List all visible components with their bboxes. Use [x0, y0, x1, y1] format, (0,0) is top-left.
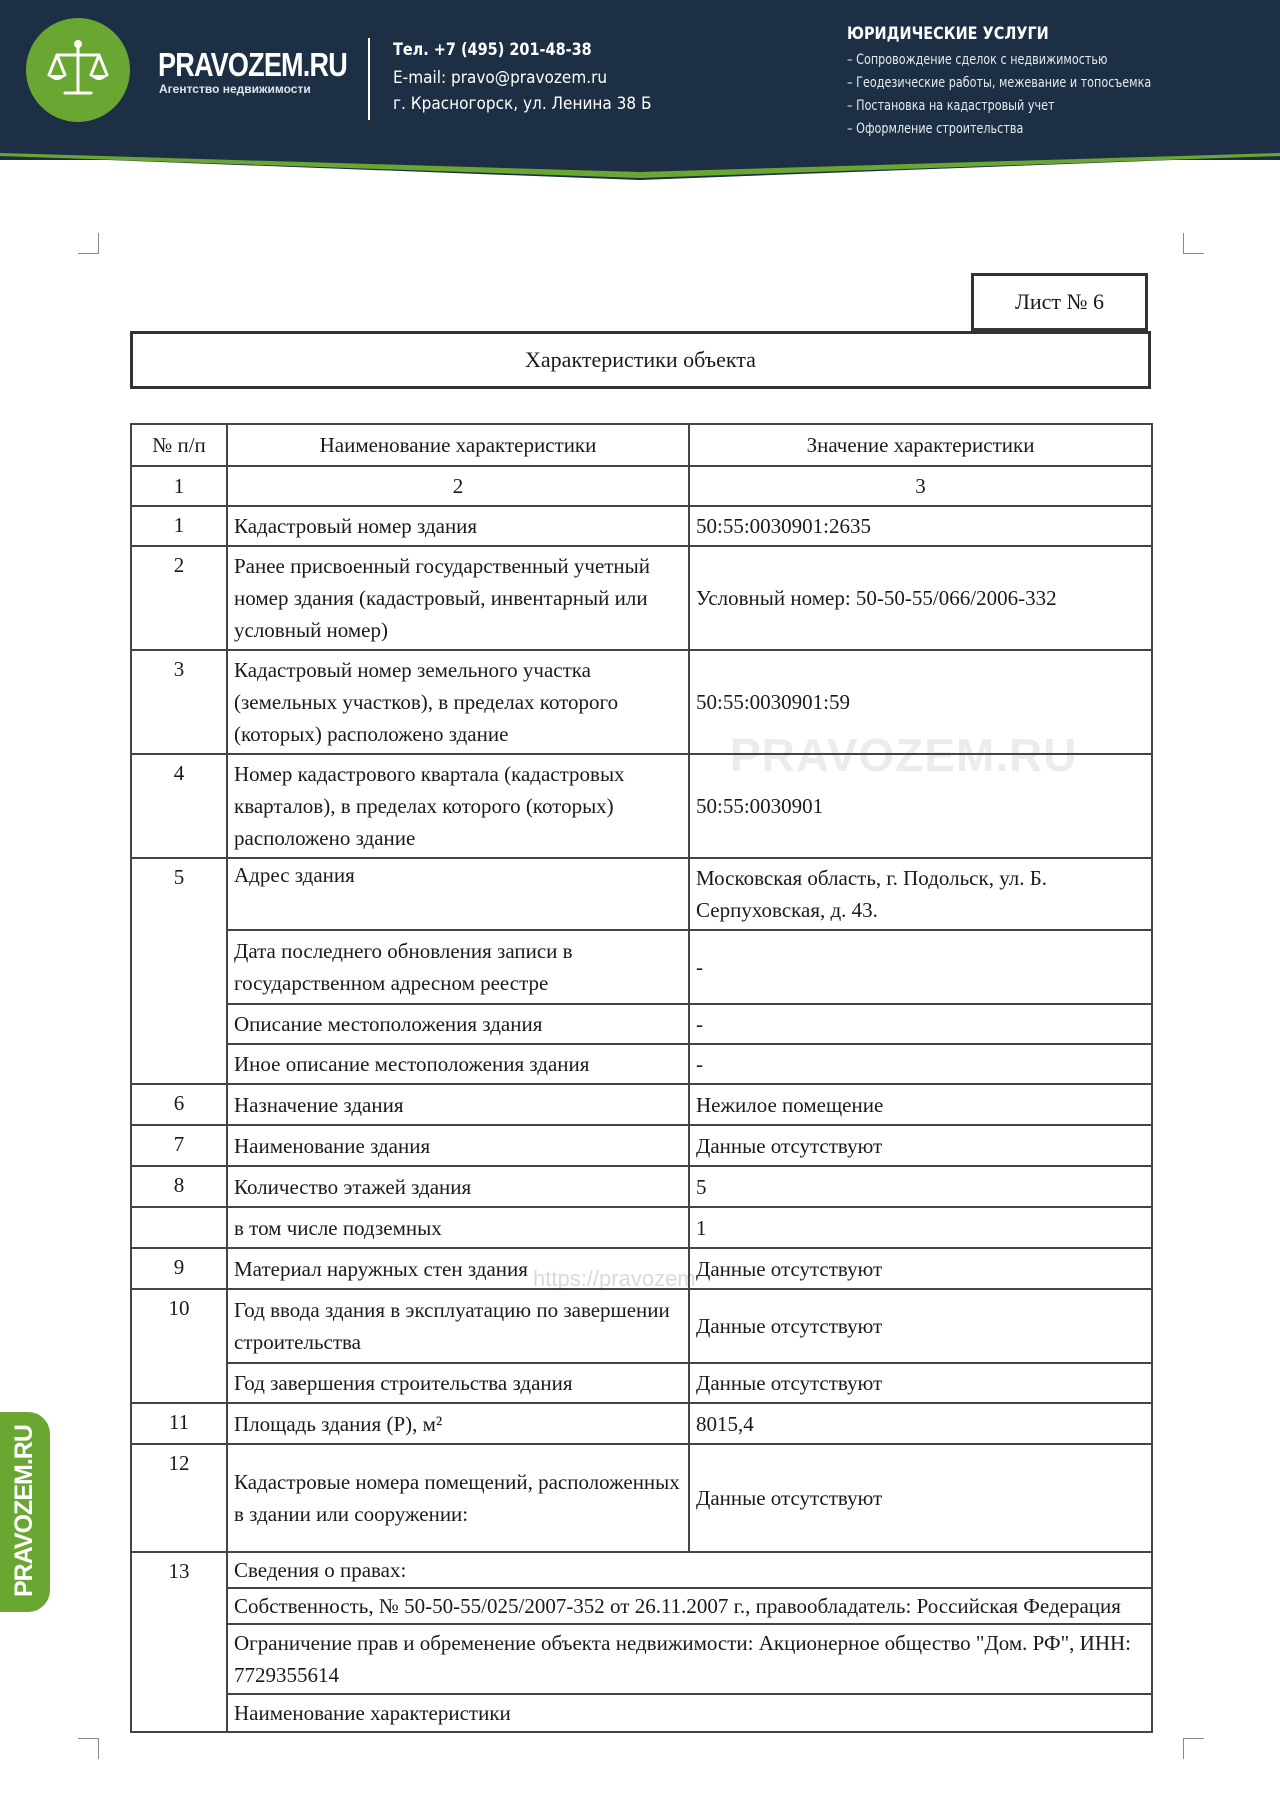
- characteristic-value: Московская область, г. Подольск, ул. Б. Серпуховская, д. 43.: [689, 858, 1152, 930]
- table-row: [131, 1125, 1152, 1166]
- column-header: Значение характеристики: [689, 424, 1152, 466]
- row-number: 12: [131, 1444, 227, 1552]
- service-item[interactable]: – Сопровождение сделок с недвижимостью: [847, 52, 1108, 68]
- side-brand-tab[interactable]: [0, 1412, 50, 1612]
- table-row: [131, 1624, 1152, 1694]
- scales-icon: [43, 35, 113, 105]
- table-row: [131, 1084, 1152, 1125]
- site-header: [0, 0, 1280, 160]
- characteristic-value: 5: [689, 1166, 1152, 1207]
- characteristic-name: Количество этажей здания: [227, 1166, 689, 1207]
- service-item[interactable]: – Геодезические работы, межевание и топосъемка: [847, 75, 1152, 91]
- characteristic-name: Иное описание местоположения здания: [227, 1044, 689, 1084]
- characteristics-table: [130, 423, 1153, 1733]
- document-title: Характеристики объекта: [130, 331, 1151, 389]
- characteristic-name: Дата последнего обновления записи в государственном адресном реестре: [227, 930, 689, 1004]
- characteristic-value: 50:55:0030901: [689, 754, 1152, 858]
- characteristic-value: -: [689, 1044, 1152, 1084]
- characteristic-value: Данные отсутствуют: [689, 1289, 1152, 1363]
- service-item[interactable]: – Оформление строительства: [847, 121, 1024, 137]
- characteristic-name: Наименование здания: [227, 1125, 689, 1166]
- row-number: 4: [131, 754, 227, 858]
- table-row: [131, 930, 1152, 1004]
- table-index-row: [131, 466, 1152, 506]
- characteristic-name: Кадастровый номер здания: [227, 506, 689, 546]
- column-header: Наименование характеристики: [227, 424, 689, 466]
- characteristic-name: Год ввода здания в эксплуатацию по завершении строительства: [227, 1289, 689, 1363]
- characteristic-name: Номер кадастрового квартала (кадастровых кварталов), в пределах которого (которых) расположено здание: [227, 754, 689, 858]
- crop-mark: [1183, 233, 1204, 254]
- table-row: [131, 1207, 1152, 1248]
- characteristic-name: Кадастровый номер земельного участка (земельных участков), в пределах которого (которых) расположено здание: [227, 650, 689, 754]
- column-header: № п/п: [131, 424, 227, 466]
- row-number: 13: [131, 1552, 227, 1732]
- logo[interactable]: [26, 18, 130, 122]
- table-row: [131, 754, 1152, 858]
- table-row: [131, 1403, 1152, 1444]
- sheet-number: Лист № 6: [971, 273, 1148, 331]
- table-row: [131, 506, 1152, 546]
- rights-encumbrance: Ограничение прав и обременение объекта недвижимости: Акционерное общество "Дом. РФ", ИНН: 7729355614: [227, 1624, 1152, 1694]
- brand-subtitle: Агентство недвижимости: [159, 82, 311, 96]
- row-number: 11: [131, 1403, 227, 1444]
- rights-heading: Сведения о правах:: [227, 1552, 1152, 1588]
- characteristic-value: 8015,4: [689, 1403, 1152, 1444]
- table-row: [131, 1694, 1152, 1732]
- index-cell: 1: [131, 466, 227, 506]
- characteristic-name: Площадь здания (Р), м²: [227, 1403, 689, 1444]
- characteristic-name: Год завершения строительства здания: [227, 1363, 689, 1403]
- row-number: 1: [131, 506, 227, 546]
- office-address: г. Красногорск, ул. Ленина 38 Б: [393, 94, 652, 114]
- characteristic-value: Данные отсутствуют: [689, 1125, 1152, 1166]
- characteristic-value: 1: [689, 1207, 1152, 1248]
- row-number: [131, 1207, 227, 1248]
- table-row: [131, 1004, 1152, 1044]
- characteristic-name: Ранее присвоенный государственный учетный номер здания (кадастровый, инвентарный или условный номер): [227, 546, 689, 650]
- characteristic-value: 50:55:0030901:2635: [689, 506, 1152, 546]
- crop-mark: [78, 233, 99, 254]
- row-number: 2: [131, 546, 227, 650]
- phone-number[interactable]: Тел. +7 (495) 201-48-38: [393, 40, 592, 60]
- characteristic-value: Данные отсутствуют: [689, 1444, 1152, 1552]
- table-row: [131, 1166, 1152, 1207]
- row-number: 10: [131, 1289, 227, 1403]
- characteristic-name: Материал наружных стен здания: [227, 1248, 689, 1289]
- watermark-url: https://pravozem: [533, 1266, 696, 1291]
- service-item[interactable]: – Постановка на кадастровый учет: [847, 98, 1055, 114]
- characteristic-name: в том числе подземных: [227, 1207, 689, 1248]
- characteristic-name: Описание местоположения здания: [227, 1004, 689, 1044]
- index-cell: 3: [689, 466, 1152, 506]
- table-row: [131, 1248, 1152, 1289]
- header-divider: [368, 38, 370, 120]
- characteristic-value: -: [689, 930, 1152, 1004]
- row-number: 8: [131, 1166, 227, 1207]
- crop-mark: [1183, 1738, 1204, 1759]
- characteristic-name: Назначение здания: [227, 1084, 689, 1125]
- crop-mark: [78, 1738, 99, 1759]
- table-row: [131, 1444, 1152, 1552]
- services-title: ЮРИДИЧЕСКИЕ УСЛУГИ: [847, 24, 1049, 44]
- table-row: [131, 1588, 1152, 1624]
- table-row: [131, 1044, 1152, 1084]
- row-number: 9: [131, 1248, 227, 1289]
- index-cell: 2: [227, 466, 689, 506]
- row-number: 3: [131, 650, 227, 754]
- email-link[interactable]: E-mail: pravo@pravozem.ru: [393, 68, 608, 88]
- characteristic-name: Адрес здания: [227, 858, 689, 930]
- characteristic-value: -: [689, 1004, 1152, 1044]
- table-row: [131, 546, 1152, 650]
- table-row: [131, 858, 1152, 930]
- rights-characteristic: Наименование характеристики: [227, 1694, 1152, 1732]
- characteristic-value: Данные отсутствуют: [689, 1363, 1152, 1403]
- table-row: [131, 1363, 1152, 1403]
- header-accent-stripe: [0, 150, 1280, 180]
- table-row: [131, 1552, 1152, 1588]
- characteristic-name: Кадастровые номера помещений, расположенных в здании или сооружении:: [227, 1444, 689, 1552]
- table-header-row: [131, 424, 1152, 466]
- side-tab-label: PRAVOZEM.RU: [10, 1425, 38, 1597]
- row-number: 5: [131, 858, 227, 1084]
- characteristic-value: Данные отсутствуют: [689, 1248, 1152, 1289]
- row-number: 7: [131, 1125, 227, 1166]
- rights-ownership: Собственность, № 50-50-55/025/2007-352 от 26.11.2007 г., правообладатель: Российская Федерация: [227, 1588, 1152, 1624]
- table-row: [131, 650, 1152, 754]
- watermark-brand: PRAVOZEM.RU: [730, 729, 1078, 781]
- characteristic-value: Нежилое помещение: [689, 1084, 1152, 1125]
- characteristic-value: 50:55:0030901:59: [689, 650, 1152, 754]
- table-row: [131, 1289, 1152, 1363]
- row-number: 6: [131, 1084, 227, 1125]
- brand-name[interactable]: PRAVOZEM.RU: [158, 46, 347, 83]
- characteristic-value: Условный номер: 50-50-55/066/2006-332: [689, 546, 1152, 650]
